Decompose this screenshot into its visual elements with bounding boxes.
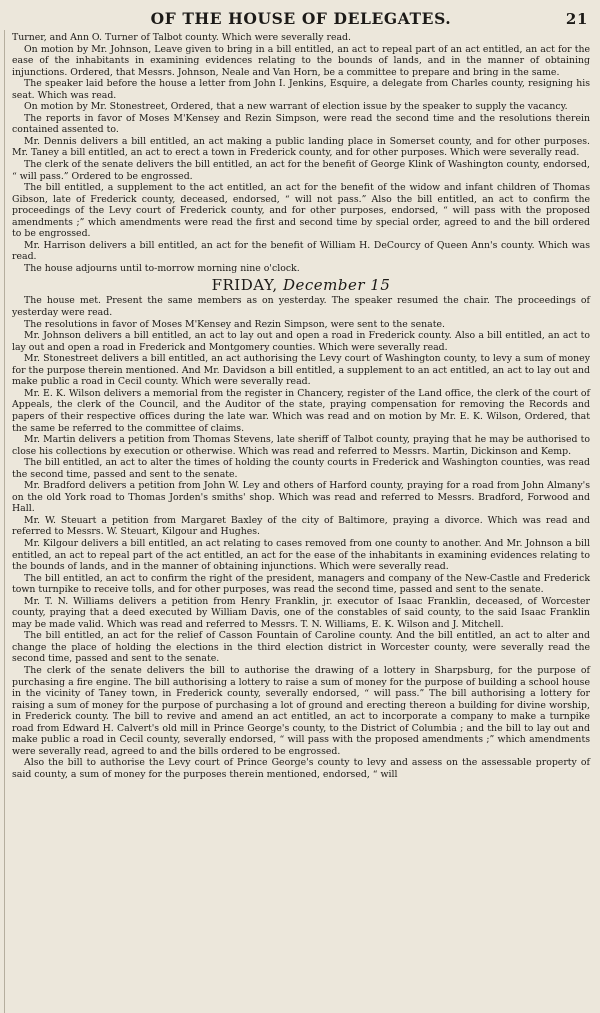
proceedings-friday <box>12 295 590 780</box>
page-edge-rule <box>4 30 5 1013</box>
journal-paragraph: The bill entitled, an act for the relief of Casson Fountain of Caroline county. And the bill entitled, an act to alter and change the place of holding the elections in the third election district in Worcester county, were severally read the second time, passed and sent to the senate. <box>12 630 590 665</box>
journal-paragraph: The clerk of the senate delivers the bill to authorise the drawing of a lottery in Sharpsburg, for the purpose of purchasing a fire engine. The bill authorising a lottery to raise a sum of money for the purpose of building a school house in the vicinity of Taney town, in Frederick county, severally endorsed, “ will pass.” The bill authorising a lottery for raising a sum of money for the purpose of purchasing a lot of ground and erecting thereon a building for divine worship, in Frederick county. The bill to revive and amend an act entitled, an act to incorporate a company to make a turnpike road from Edward H. Calvert's old mill in Prince George's county, to the District of Columbia ; and the bill to lay out and make public a road in Cecil county, severally endorsed, “ will pass with the proposed amendments ;” which amendments were severally read, agreed to and the bills ordered to be engrossed. <box>12 664 590 757</box>
journal-paragraph: Also the bill to authorise the Levy court of Prince George's county to levy and assess on the assessable property of said county, a sum of money for the purposes therein mentioned, endorsed, “ will <box>12 757 590 780</box>
day-heading <box>12 276 590 294</box>
page-header <box>12 6 590 32</box>
journal-paragraph: The resolutions in favor of Moses M'Kensey and Rezin Simpson, were sent to the senate. <box>24 318 445 330</box>
day-heading-date: December 15 <box>282 276 391 295</box>
proceedings-previous-day <box>12 32 590 274</box>
journal-paragraph: The reports in favor of Moses M'Kensey and Rezin Simpson, were read the second time and the resolutions therein contained assented to. <box>12 112 590 136</box>
journal-paragraph: The speaker laid before the house a letter from John I. Jenkins, Esquire, a delegate from Charles county, resigning his seat. Which was read. <box>12 78 590 101</box>
journal-paragraph: The bill entitled, an act to alter the times of holding the county courts in Frederick and Washington counties, was read the second time, passed and sent to the senate. <box>12 457 590 480</box>
journal-paragraph: Mr. Harrison delivers a bill entitled, an act for the benefit of William H. DeCourcy of Queen Ann's county. Which was read. <box>12 239 590 263</box>
journal-paragraph: On motion by Mr. Johnson, Leave given to bring in a bill entitled, an act to repeal part of an act entitled, an act for the ease of the inhabitants in examining evidences relating to the bounds of lands, and in the manner of obtaining injunctions. Ordered, that Messrs. Johnson, Neale and Van Horn, be a committee to prepare and bring in the same. <box>12 43 590 78</box>
journal-paragraph: The house met. Present the same members as on yesterday. The speaker resumed the chair. The proceedings of yesterday were read. <box>12 295 590 319</box>
day-heading-day: FRIDAY, <box>211 276 278 295</box>
journal-paragraph: On motion by Mr. Stonestreet, Ordered, that a new warrant of election issue by the speaker to supply the vacancy. <box>24 101 568 113</box>
journal-paragraph: Mr. Kilgour delivers a bill entitled, an act relating to cases removed from one county to another. And Mr. Johnson a bill entitled, an act to repeal part of the act entitled, an act for the ease of the inhabitants in examining evidences relating to the bounds of lands, and in the manner of obtaining injunctions. Which were severally read. <box>12 537 590 573</box>
journal-paragraph: Mr. Stonestreet delivers a bill entitled, an act authorising the Levy court of Washington county, to levy a sum of money for the purpose therein mentioned. And Mr. Davidson a bill entitled, a supplement to an act entitled, an act to lay out and make public a road in Cecil county. Which were severally read. <box>12 353 590 388</box>
journal-paragraph: Mr. W. Steuart a petition from Margaret Baxley of the city of Baltimore, praying a divorce. Which was read and referred to Messrs. W. Steuart, Kilgour and Hughes. <box>12 514 590 538</box>
journal-paragraph: The bill entitled, an act to confirm the right of the president, managers and company of the New-Castle and Frederick town turnpike to receive tolls, and for other purposes, was read the second time, passed and sent to the senate. <box>12 572 590 596</box>
journal-body <box>12 32 590 780</box>
journal-paragraph: Mr. Bradford delivers a petition from John W. Ley and others of Harford county, praying for a road from John Almany's on the old York road to Thomas Jorden's smiths' shop. Which was read and referred to Messrs. Bradford, Forwood and Hall. <box>12 480 590 515</box>
journal-paragraph: Mr. T. N. Williams delivers a petition from Henry Franklin, jr. executor of Isaac Franklin, deceased, of Worcester county, praying that a deed executed by William Davis, one of the constables of said county, to the said Isaac Franklin may be made valid. Which was read and referred to Messrs. T. N. Williams, E. K. Wilson and J. Mitchell. <box>12 595 590 630</box>
journal-paragraph: The house adjourns until to-morrow morning nine o'clock. <box>24 262 300 274</box>
page-number: 21 <box>565 10 588 28</box>
journal-paragraph: Mr. Martin delivers a petition from Thomas Stevens, late sheriff of Talbot county, praying that he may be authorised to close his collections by execution or otherwise. Which was read and referred to Messrs. Martin, Dickinson and Kemp. <box>12 434 590 457</box>
journal-paragraph: Mr. E. K. Wilson delivers a memorial from the register in Chancery, register of the Land office, the clerk of the court of Appeals, the clerk of the Council, and the Auditor of the state, praying compensation for removing the Records and papers of their respective offices during the late war. Which was read and on motion by Mr. E. K. Wilson, Ordered, that the same be referred to the committee of claims. <box>12 387 590 434</box>
journal-paragraph: The clerk of the senate delivers the bill entitled, an act for the benefit of George Klink of Washington county, endorsed, “ will pass.” Ordered to be engrossed. <box>12 159 590 182</box>
journal-paragraph: Mr. Dennis delivers a bill entitled, an act making a public landing place in Somerset county, and for other purposes. Mr. Taney a bill entitled, an act to erect a town in Frederick county, and for other purposes. Which were severally read. <box>12 135 590 159</box>
running-title: OF THE HOUSE OF DELEGATES. <box>150 9 452 28</box>
journal-paragraph: The bill entitled, a supplement to the act entitled, an act for the benefit of the widow and infant children of Thomas Gibson, late of Frederick county, deceased, endorsed, “ will not pass.” Also the bill entitled, an act to confirm the proceedings of the Levy court of Frederick county, and for other purposes, endorsed, “ will pass with the proposed amendments ;” which amendments were read the first and second time by special order, agreed to and the bill ordered to be engrossed. <box>12 182 590 240</box>
journal-paragraph: Turner, and Ann O. Turner of Talbot county. Which were severally read. <box>12 32 352 43</box>
journal-paragraph: Mr. Johnson delivers a bill entitled, an act to lay out and open a road in Frederick county. Also a bill entitled, an act to lay out and open a road in Frederick and Montgomery counties. Which were severally read. <box>12 330 590 353</box>
